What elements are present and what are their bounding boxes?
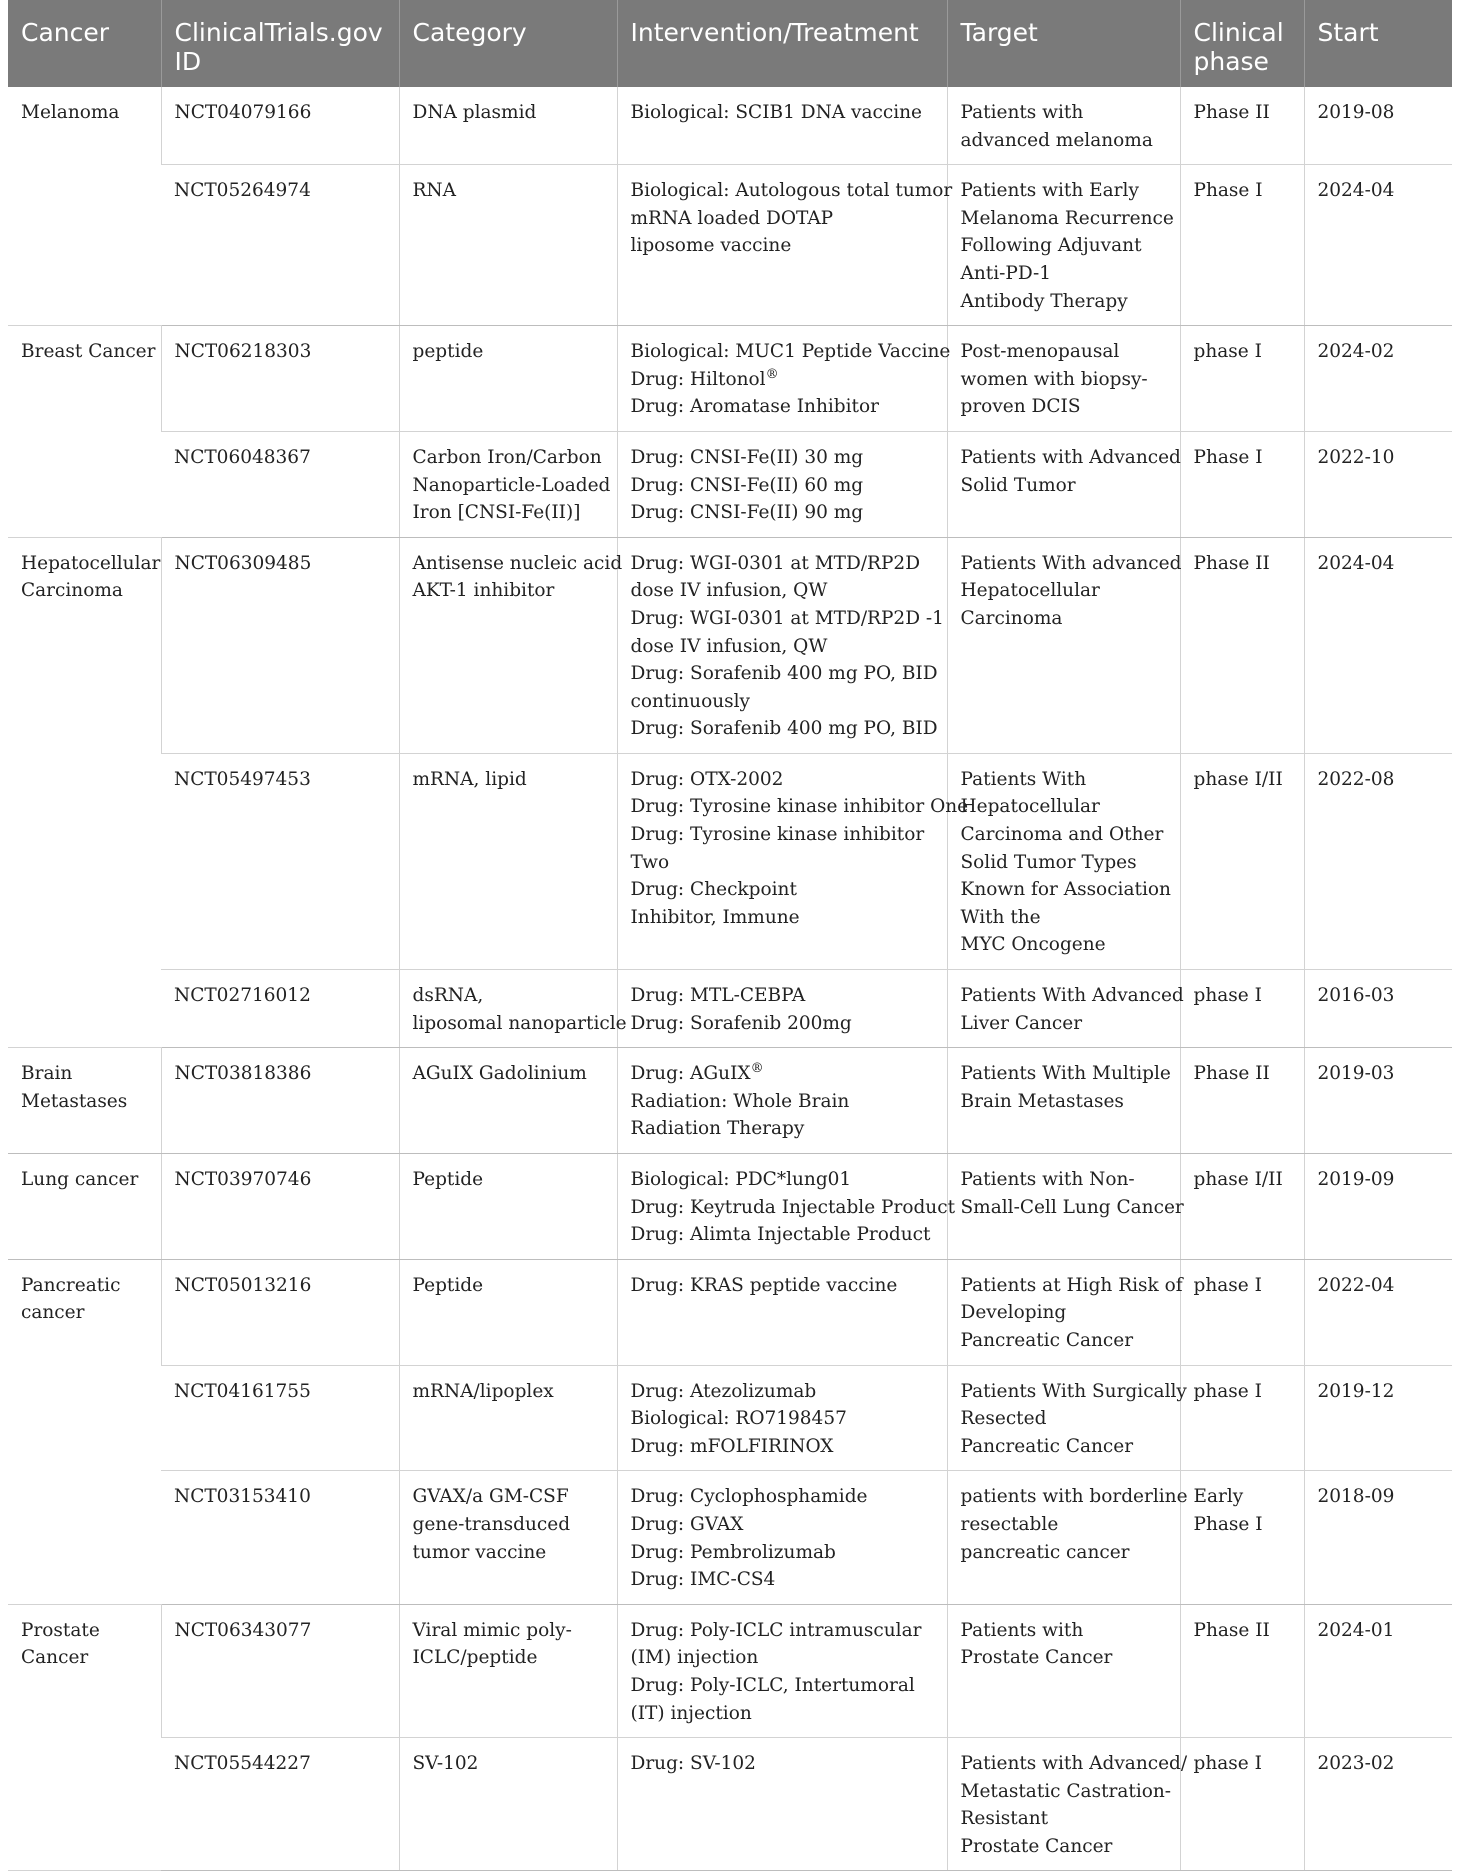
phase-cell <box>1180 1471 1304 1604</box>
start-date-cell: 2023-02 <box>1304 1738 1452 1871</box>
table-header <box>8 0 1452 87</box>
trial-id-cell: NCT06218303 <box>161 326 399 432</box>
header-target <box>947 0 1180 87</box>
cell-line: Category <box>412 18 527 47</box>
cell-line: Patients With Multiple <box>960 1063 1171 1085</box>
category-cell <box>399 753 617 969</box>
phase-cell <box>1180 970 1304 1048</box>
cell-line: Drug: Tyrosine kinase inhibitor One <box>630 796 969 818</box>
cell-line: Viral mimic poly- <box>412 1619 572 1641</box>
category-cell <box>399 326 617 432</box>
cell-line: Drug: Checkpoint <box>630 879 797 901</box>
cell-line: Patients with <box>960 1619 1084 1641</box>
cell-line: Iron [CNSI-Fe(II)] <box>412 502 581 524</box>
cell-line: Drug: Sorafenib 400 mg PO, BID <box>630 663 938 685</box>
category-cell <box>399 970 627 1048</box>
trial-id-cell: NCT05544227 <box>161 1738 399 1871</box>
table-row <box>8 1365 1452 1471</box>
start-date-cell: 2024-01 <box>1304 1604 1452 1737</box>
table-row <box>8 1154 1452 1260</box>
cancer-cell <box>8 1604 161 1871</box>
cell-line: Resistant <box>960 1808 1049 1830</box>
cell-line: resectable <box>960 1513 1059 1535</box>
category-cell <box>399 165 617 326</box>
cell-line: Biological: RO7198457 <box>630 1408 847 1430</box>
cell-line: Phase II <box>1193 1619 1270 1641</box>
cell-line: Pancreatic <box>21 1274 121 1296</box>
cell-line: peptide <box>412 341 484 363</box>
cell-line: Prostate <box>21 1619 100 1641</box>
category-cell <box>399 1471 617 1604</box>
trial-id-cell: NCT05264974 <box>161 165 399 326</box>
cell-line: phase I/II <box>1193 768 1283 790</box>
cell-line: Brain <box>21 1063 73 1085</box>
category-cell <box>399 1259 617 1365</box>
cell-line: MYC Oncogene <box>960 934 1106 956</box>
cell-line: Drug: CNSI-Fe(II) 30 mg <box>630 446 864 468</box>
start-date-cell: 2024-02 <box>1304 326 1452 432</box>
header-category <box>399 0 617 87</box>
start-date-cell: 2019-12 <box>1304 1365 1452 1471</box>
cell-line: Radiation Therapy <box>630 1118 805 1140</box>
trial-id-cell: NCT03970746 <box>161 1154 399 1260</box>
cell-line: Hepatocellular <box>21 552 161 574</box>
cell-line: Prostate Cancer <box>960 1835 1113 1857</box>
intervention-cell <box>617 165 953 326</box>
cell-line: Two <box>630 851 670 873</box>
cell-line: Drug: Cyclophosphamide <box>630 1486 868 1508</box>
cell-line: Biological: PDC*lung01 <box>630 1169 852 1190</box>
cell-line: Drug: mFOLFIRINOX <box>630 1435 834 1457</box>
cell-line: Patients with Advanced <box>960 446 1181 468</box>
phase-cell <box>1180 1604 1304 1737</box>
target-cell <box>947 1738 1188 1871</box>
cell-line: mRNA loaded DOTAP <box>630 207 834 229</box>
cell-line: (IM) injection <box>630 1647 759 1669</box>
cell-line: Biological: SCIB1 DNA vaccine <box>630 102 923 123</box>
cell-line: Drug: MTL-CEBPA <box>630 985 806 1007</box>
trial-id-cell: NCT03153410 <box>161 1471 399 1604</box>
cell-line: Pancreatic Cancer <box>960 1329 1134 1351</box>
header-start <box>1304 0 1452 87</box>
phase-cell <box>1180 1738 1304 1871</box>
intervention-cell <box>617 431 947 537</box>
target-cell <box>947 165 1180 326</box>
cell-line: Drug: SV-102 <box>630 1753 756 1775</box>
start-date-cell: 2022-08 <box>1304 753 1452 969</box>
cell-line: Biological: Autologous total tumor <box>630 180 953 202</box>
target-cell <box>947 431 1180 537</box>
cell-line: gene-transduced <box>412 1513 571 1535</box>
intervention-cell <box>617 1471 947 1604</box>
intervention-cell <box>617 970 947 1048</box>
cancer-cell <box>8 1048 161 1154</box>
cell-line: Drug: OTX-2002 <box>630 768 784 790</box>
cell-line: Melanoma Recurrence <box>960 207 1174 229</box>
intervention-cell <box>617 1738 947 1871</box>
cell-line: Breast Cancer <box>21 341 156 363</box>
cell-line: liposomal nanoparticle <box>412 1012 627 1034</box>
cell-line: SV-102 <box>412 1753 479 1775</box>
cell-line: Antisense nucleic acid <box>412 552 623 574</box>
cell-line: Brain Metastases <box>960 1090 1124 1112</box>
trial-id-cell: NCT06309485 <box>161 537 399 753</box>
cell-line: Patients with <box>960 102 1084 123</box>
cell-line: Anti-PD-1 <box>960 262 1052 284</box>
trials-table-wrapper <box>8 0 1452 1871</box>
start-date-cell: 2022-04 <box>1304 1259 1452 1365</box>
target-cell <box>947 1259 1183 1365</box>
cell-line: phase <box>1193 47 1269 76</box>
cell-line: Phase II <box>1193 102 1270 123</box>
table-body <box>8 87 1452 1871</box>
table-row <box>8 753 1452 969</box>
intervention-cell <box>617 1048 947 1154</box>
cell-line: Cancer <box>21 1647 89 1669</box>
header-phase <box>1180 0 1304 87</box>
cell-line: Drug: WGI-0301 at MTD/RP2D -1 <box>630 607 944 629</box>
cell-line: patients with borderline <box>960 1486 1188 1508</box>
cell-line: Pancreatic Cancer <box>960 1435 1134 1457</box>
table-row <box>8 87 1452 165</box>
cell-line: Patients With <box>960 768 1087 790</box>
cell-line: Antibody Therapy <box>960 290 1128 312</box>
intervention-cell <box>617 753 969 969</box>
cell-line: pancreatic cancer <box>960 1541 1130 1563</box>
phase-cell <box>1180 1259 1304 1365</box>
table-row <box>8 1738 1452 1871</box>
header-trial-id <box>161 0 399 87</box>
cell-line: Developing <box>960 1302 1067 1324</box>
cell-line: Early <box>1193 1486 1244 1508</box>
cell-line: Phase I <box>1193 1513 1263 1535</box>
phase-cell <box>1180 87 1304 165</box>
cell-line: Patients With Surgically <box>960 1380 1187 1402</box>
table-row <box>8 970 1452 1048</box>
intervention-cell <box>617 87 947 165</box>
cell-line: Cancer <box>21 18 110 47</box>
cell-line: Patients With advanced <box>960 552 1182 574</box>
cell-line: Small-Cell Lung Cancer <box>960 1196 1184 1218</box>
cell-line: phase I <box>1193 1753 1262 1775</box>
phase-cell <box>1180 1048 1304 1154</box>
header-intervention <box>617 0 947 87</box>
cell-line: Post-menopausal <box>960 341 1120 363</box>
category-cell <box>399 537 623 753</box>
cell-line: Drug: Sorafenib 400 mg PO, BID <box>630 718 938 740</box>
cell-line: Metastatic Castration- <box>960 1780 1172 1802</box>
target-cell <box>947 1365 1187 1471</box>
cell-line: Radiation: Whole Brain <box>630 1090 850 1112</box>
cell-line: mRNA/lipoplex <box>412 1380 554 1402</box>
cell-line: Liver Cancer <box>960 1012 1083 1034</box>
phase-cell <box>1180 326 1304 432</box>
table-row <box>8 537 1452 753</box>
registered-mark: ® <box>765 366 779 382</box>
cell-line: Phase II <box>1193 1063 1270 1085</box>
phase-cell <box>1180 537 1304 753</box>
category-cell <box>399 1154 617 1260</box>
cell-line: continuously <box>630 690 751 712</box>
target-cell <box>947 1154 1184 1260</box>
category-cell <box>399 431 617 537</box>
cell-line: Resected <box>960 1408 1047 1430</box>
phase-cell <box>1180 431 1304 537</box>
category-cell <box>399 1738 617 1871</box>
cell-line: Peptide <box>412 1169 484 1190</box>
cell-line: Target <box>960 18 1038 47</box>
start-date-cell: 2024-04 <box>1304 537 1452 753</box>
cell-line: Prostate Cancer <box>960 1647 1113 1669</box>
cell-line: Drug: WGI-0301 at MTD/RP2D <box>630 552 921 574</box>
cell-line: phase I <box>1193 985 1262 1007</box>
cell-line: Drug: CNSI-Fe(II) 90 mg <box>630 502 864 524</box>
cell-line: AKT-1 inhibitor <box>412 580 555 602</box>
cell-line: Solid Tumor <box>960 474 1076 496</box>
cell-line: DNA plasmid <box>412 102 537 123</box>
table-row <box>8 326 1452 432</box>
cell-line: Carcinoma <box>960 607 1063 629</box>
cell-line: Known for Association <box>960 879 1171 901</box>
cell-line: Start <box>1317 18 1379 47</box>
cell-line: Metastases <box>21 1090 128 1112</box>
target-cell <box>947 970 1184 1048</box>
cell-line: Patients with Non- <box>960 1169 1135 1190</box>
header-cancer <box>8 0 161 87</box>
cell-line: Inhibitor, Immune <box>630 906 800 928</box>
cell-line: Carcinoma and Other <box>960 824 1164 846</box>
cell-line: Drug: GVAX <box>630 1513 744 1535</box>
category-cell <box>399 1048 617 1154</box>
cell-line: Drug: Aromatase Inhibitor <box>630 396 879 418</box>
cell-line: Drug: CNSI-Fe(II) 60 mg <box>630 474 864 496</box>
target-cell <box>947 1604 1180 1737</box>
trial-id-cell: NCT02716012 <box>161 970 399 1048</box>
intervention-cell <box>617 1365 947 1471</box>
cell-line: Phase I <box>1193 180 1263 202</box>
cell-line: phase I/II <box>1193 1169 1283 1190</box>
cell-line: Drug: Poly-ICLC intramuscular <box>630 1619 922 1641</box>
cell-line: RNA <box>412 180 456 202</box>
cell-line: Drug: Poly-ICLC, Intertumoral <box>630 1674 915 1696</box>
cell-line: Drug: Pembrolizumab <box>630 1541 836 1563</box>
target-cell <box>947 537 1180 753</box>
cell-line: Melanoma <box>21 102 120 123</box>
trial-id-cell: NCT06343077 <box>161 1604 399 1737</box>
category-cell <box>399 87 617 165</box>
cell-line: advanced melanoma <box>960 129 1153 151</box>
cell-line: AGuIX Gadolinium <box>412 1063 587 1085</box>
cell-line: Hepatocellular <box>960 580 1100 602</box>
category-cell <box>399 1365 617 1471</box>
cell-line: Clinical <box>1193 18 1284 47</box>
cell-line: Phase I <box>1193 446 1263 468</box>
cell-line: phase I <box>1193 1274 1262 1296</box>
intervention-cell <box>617 326 951 432</box>
start-date-cell: 2024-04 <box>1304 165 1452 326</box>
table-row <box>8 1048 1452 1154</box>
intervention-cell <box>617 1259 947 1365</box>
phase-cell <box>1180 1154 1304 1260</box>
cell-line: Drug: Sorafenib 200mg <box>630 1012 852 1034</box>
trial-id-cell: NCT05497453 <box>161 753 399 969</box>
cell-line: Patients with Advanced/ <box>960 1753 1188 1775</box>
cell-line: dose IV infusion, QW <box>630 635 828 657</box>
intervention-cell <box>617 1604 947 1737</box>
cell-line: Nanoparticle-Loaded <box>412 474 611 496</box>
cancer-cell <box>8 1259 161 1604</box>
cancer-cell <box>8 1154 161 1260</box>
cell-line: Hepatocellular <box>960 796 1100 818</box>
trial-id-cell: NCT06048367 <box>161 431 399 537</box>
cell-line: Lung cancer <box>21 1169 139 1190</box>
cell-line: GVAX/a GM-CSF <box>412 1486 569 1508</box>
cell-line: Drug: KRAS peptide vaccine <box>630 1274 898 1296</box>
cell-line: dose IV infusion, QW <box>630 580 828 602</box>
trial-id-cell: NCT04079166 <box>161 87 399 165</box>
cell-line: Drug: Alimta Injectable Product <box>630 1224 931 1246</box>
cell-line: Carbon Iron/Carbon <box>412 446 602 468</box>
cell-line: mRNA, lipid <box>412 768 527 790</box>
cell-line: Drug: AGuIX® <box>630 1061 764 1085</box>
cell-line: tumor vaccine <box>412 1541 547 1563</box>
trial-id-cell: NCT05013216 <box>161 1259 399 1365</box>
cell-line: ICLC/peptide <box>412 1647 538 1669</box>
start-date-cell: 2019-03 <box>1304 1048 1452 1154</box>
cell-line: cancer <box>21 1302 85 1324</box>
header-row <box>8 0 1452 87</box>
start-date-cell: 2019-08 <box>1304 87 1452 165</box>
phase-cell <box>1180 165 1304 326</box>
target-cell <box>947 753 1180 969</box>
trial-id-cell: NCT04161755 <box>161 1365 399 1471</box>
table-row <box>8 165 1452 326</box>
cell-line: Peptide <box>412 1274 484 1296</box>
intervention-cell <box>617 537 947 753</box>
cell-line: Drug: IMC-CS4 <box>630 1569 776 1591</box>
target-cell <box>947 1471 1188 1604</box>
cell-line: Drug: Atezolizumab <box>630 1380 817 1402</box>
table-row <box>8 1259 1452 1365</box>
cell-line: Following Adjuvant <box>960 235 1142 257</box>
cell-line: Patients With Advanced <box>960 985 1184 1007</box>
cell-line: liposome vaccine <box>630 235 792 257</box>
start-date-cell: 2022-10 <box>1304 431 1452 537</box>
cell-line: phase I <box>1193 341 1262 363</box>
intervention-cell <box>617 1154 956 1260</box>
target-cell <box>947 1048 1180 1154</box>
category-cell <box>399 1604 617 1737</box>
cell-line: (IT) injection <box>630 1702 752 1724</box>
cell-line: Solid Tumor Types <box>960 851 1137 873</box>
cancer-cell <box>8 537 161 1048</box>
start-date-cell: 2019-09 <box>1304 1154 1452 1260</box>
table-row <box>8 1471 1452 1604</box>
cell-line: ID <box>174 47 202 76</box>
cell-line: Patients at High Risk of <box>960 1274 1183 1296</box>
cell-line: Carcinoma <box>21 580 123 602</box>
phase-cell <box>1180 753 1304 969</box>
table-row <box>8 1604 1452 1737</box>
trial-id-cell: NCT03818386 <box>161 1048 399 1154</box>
cell-line: Patients with Early <box>960 180 1139 202</box>
cancer-cell <box>8 326 161 538</box>
cell-line: proven DCIS <box>960 396 1081 418</box>
registered-mark: ® <box>750 1061 764 1077</box>
cell-line: Phase II <box>1193 552 1270 574</box>
table-row <box>8 431 1452 537</box>
cell-line: phase I <box>1193 1380 1262 1402</box>
cell-line: Intervention/Treatment <box>630 18 919 47</box>
clinical-trials-table <box>8 0 1452 1871</box>
cell-line: Drug: Keytruda Injectable Product <box>630 1196 956 1218</box>
cell-line: With the <box>960 906 1041 928</box>
cell-line: Drug: Hiltonol® <box>630 366 779 390</box>
cell-line: ClinicalTrials.gov <box>174 18 383 47</box>
start-date-cell: 2018-09 <box>1304 1471 1452 1604</box>
target-cell <box>947 326 1180 432</box>
cell-line: Biological: MUC1 Peptide Vaccine <box>630 341 951 363</box>
cell-line: women with biopsy- <box>960 368 1148 390</box>
cell-line: Drug: Tyrosine kinase inhibitor <box>630 824 925 846</box>
cancer-cell <box>8 87 161 326</box>
cell-line: dsRNA, <box>412 985 484 1007</box>
target-cell <box>947 87 1180 165</box>
start-date-cell: 2016-03 <box>1304 970 1452 1048</box>
phase-cell <box>1180 1365 1304 1471</box>
